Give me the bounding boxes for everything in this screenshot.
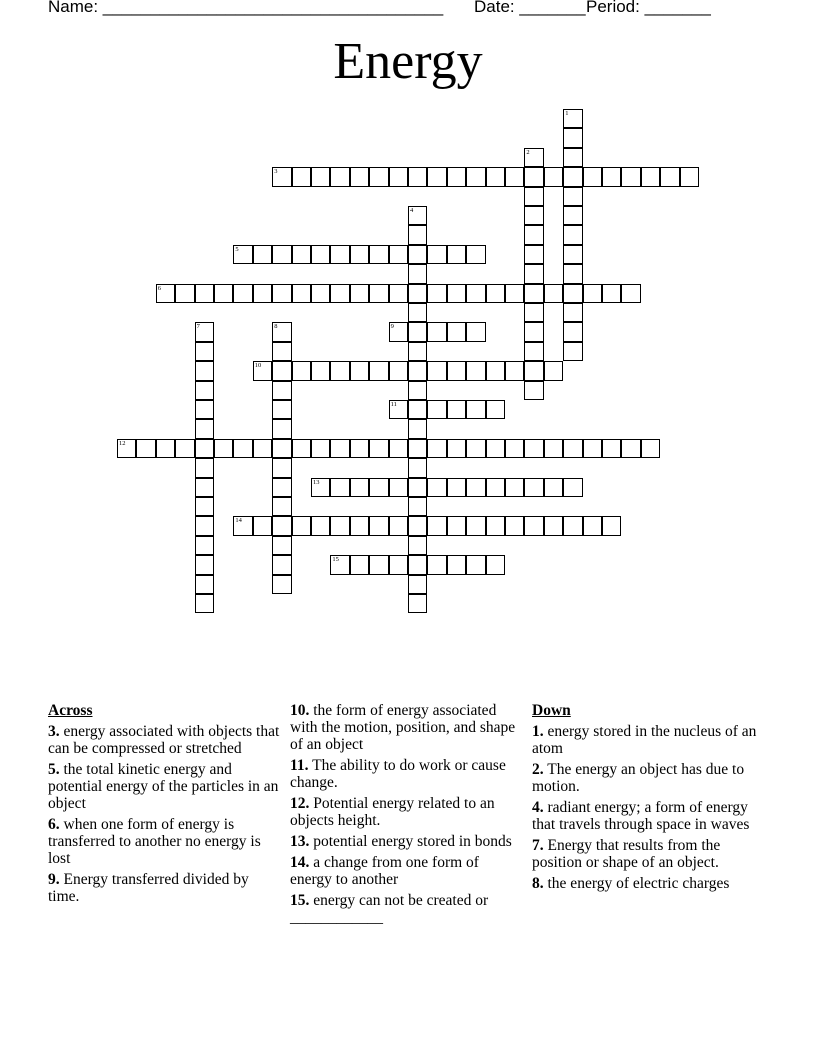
crossword-cell[interactable] <box>427 245 446 264</box>
crossword-cell[interactable] <box>253 439 272 458</box>
crossword-cell[interactable] <box>408 342 427 361</box>
period-field[interactable]: Period: _______ <box>586 0 711 16</box>
crossword-cell[interactable] <box>486 555 505 574</box>
crossword-cell[interactable] <box>486 361 505 380</box>
crossword-cell[interactable] <box>408 400 427 419</box>
down-clues-column <box>532 702 772 896</box>
crossword-cell[interactable] <box>389 555 408 574</box>
clue-down-4: 4. radiant energy; a form of energy that travels through space in waves <box>532 799 750 833</box>
crossword-cell[interactable] <box>524 284 543 303</box>
crossword-cell[interactable] <box>524 439 543 458</box>
across-clues-column <box>48 702 280 909</box>
crossword-cell[interactable] <box>641 439 660 458</box>
crossword-cell[interactable] <box>272 245 291 264</box>
crossword-cell[interactable] <box>505 284 524 303</box>
crossword-cell[interactable] <box>195 575 214 594</box>
clue-number-13: 13 <box>313 478 320 486</box>
crossword-cell[interactable] <box>583 167 602 186</box>
crossword-cell[interactable] <box>195 458 214 477</box>
crossword-cell[interactable] <box>524 478 543 497</box>
crossword-cell[interactable] <box>156 439 175 458</box>
crossword-cell[interactable] <box>330 245 349 264</box>
crossword-cell[interactable] <box>408 361 427 380</box>
crossword-cell[interactable] <box>486 400 505 419</box>
crossword-cell[interactable] <box>195 536 214 555</box>
clue-number-1: 1 <box>565 110 569 117</box>
crossword-cell[interactable] <box>369 245 388 264</box>
crossword-cell[interactable] <box>447 478 466 497</box>
crossword-cell[interactable] <box>621 284 640 303</box>
crossword-cell[interactable] <box>389 167 408 186</box>
crossword-cell[interactable] <box>583 284 602 303</box>
crossword-cell[interactable] <box>330 361 349 380</box>
crossword-cell[interactable] <box>311 439 330 458</box>
crossword-cell[interactable] <box>447 439 466 458</box>
clue-number-6: 6 <box>157 284 162 292</box>
crossword-cell[interactable] <box>272 575 291 594</box>
crossword-cell[interactable] <box>272 419 291 438</box>
crossword-cell[interactable] <box>272 555 291 574</box>
crossword-cell[interactable] <box>466 245 485 264</box>
crossword-cell[interactable] <box>563 264 582 283</box>
crossword-cell[interactable] <box>272 439 291 458</box>
crossword-cell[interactable] <box>524 322 543 341</box>
crossword-cell[interactable] <box>563 322 582 341</box>
crossword-cell[interactable] <box>389 361 408 380</box>
clue-across-3: 3. energy associated with objects that can be compressed or stretched <box>48 723 280 757</box>
down-heading: Down <box>532 702 571 719</box>
crossword-cell[interactable] <box>466 322 485 341</box>
crossword-cell[interactable] <box>447 400 466 419</box>
clue-across-14: 14. a change from one form of energy to another <box>290 854 479 888</box>
crossword-cell[interactable] <box>427 439 446 458</box>
crossword-cell[interactable] <box>195 400 214 419</box>
crossword-cell[interactable] <box>427 478 446 497</box>
clue-number-9: 9 <box>390 323 394 331</box>
crossword-cell[interactable] <box>505 478 524 497</box>
crossword-cell[interactable] <box>272 536 291 555</box>
crossword-cell[interactable] <box>466 555 485 574</box>
crossword-cell[interactable] <box>369 439 388 458</box>
crossword-cell[interactable] <box>447 167 466 186</box>
crossword-cell[interactable] <box>660 167 679 186</box>
crossword-cell[interactable] <box>292 167 311 186</box>
clue-across-5: 5. the total kinetic energy and potential energy of the particles in an object <box>48 761 279 812</box>
clue-number-10: 10 <box>254 362 262 370</box>
crossword-cell[interactable] <box>272 284 291 303</box>
clue-across-11: 11. The ability to do work or cause change. <box>290 757 506 791</box>
crossword-cell[interactable] <box>486 284 505 303</box>
crossword-cell[interactable] <box>447 245 466 264</box>
crossword-cell[interactable] <box>369 555 388 574</box>
crossword-cell[interactable] <box>253 516 272 535</box>
crossword-cell[interactable] <box>350 245 369 264</box>
crossword-cell[interactable] <box>272 361 291 380</box>
crossword-cell[interactable] <box>524 167 543 186</box>
clue-down-1: 1. energy stored in the nucleus of an atom <box>532 723 757 757</box>
crossword-cell[interactable] <box>505 361 524 380</box>
crossword-cell[interactable] <box>253 284 272 303</box>
crossword-cell[interactable] <box>583 439 602 458</box>
crossword-cell[interactable] <box>195 284 214 303</box>
crossword-cell[interactable] <box>350 284 369 303</box>
crossword-cell[interactable] <box>389 245 408 264</box>
crossword-cell[interactable] <box>195 555 214 574</box>
crossword-cell[interactable] <box>466 284 485 303</box>
crossword-cell[interactable] <box>389 439 408 458</box>
crossword-cell[interactable] <box>427 167 446 186</box>
name-field[interactable]: Name: ____________________________________ <box>48 0 444 16</box>
crossword-cell[interactable] <box>621 167 640 186</box>
crossword-cell[interactable] <box>621 439 640 458</box>
crossword-cell[interactable] <box>330 284 349 303</box>
crossword-cell[interactable] <box>369 167 388 186</box>
crossword-cell[interactable] <box>524 264 543 283</box>
clue-number-11: 11 <box>390 401 397 408</box>
crossword-cell[interactable] <box>369 284 388 303</box>
crossword-cell[interactable] <box>563 128 582 147</box>
across-clues-continued-column <box>290 702 518 930</box>
clue-number-8: 8 <box>274 323 278 331</box>
crossword-cell[interactable] <box>175 284 194 303</box>
crossword-cell[interactable] <box>563 478 582 497</box>
crossword-cell[interactable] <box>369 478 388 497</box>
crossword-cell[interactable] <box>524 381 543 400</box>
clue-number-15: 15 <box>332 556 339 564</box>
crossword-cell[interactable] <box>272 400 291 419</box>
page-title: Energy <box>333 33 483 90</box>
crossword-cell[interactable] <box>505 167 524 186</box>
crossword-cell[interactable] <box>427 400 446 419</box>
crossword-cell[interactable] <box>563 245 582 264</box>
crossword-cell[interactable] <box>389 516 408 535</box>
crossword-cell[interactable] <box>272 516 291 535</box>
crossword-cell[interactable] <box>524 303 543 322</box>
crossword-cell[interactable] <box>311 167 330 186</box>
crossword-cell[interactable] <box>524 245 543 264</box>
crossword-cell[interactable] <box>408 284 427 303</box>
crossword-cell[interactable] <box>175 439 194 458</box>
clue-down-7: 7. Energy that results from the position or shape of an object. <box>532 837 721 871</box>
crossword-cell[interactable] <box>466 167 485 186</box>
clue-down-8: 8. the energy of electric charges <box>532 875 730 892</box>
crossword-cell[interactable] <box>350 167 369 186</box>
crossword-cell[interactable] <box>486 439 505 458</box>
crossword-cell[interactable] <box>447 361 466 380</box>
crossword-cell[interactable] <box>214 439 233 458</box>
crossword-cell[interactable] <box>369 516 388 535</box>
crossword-cell[interactable] <box>195 497 214 516</box>
crossword-cell[interactable] <box>563 342 582 361</box>
crossword-cell[interactable] <box>524 342 543 361</box>
crossword-cell[interactable] <box>524 206 543 225</box>
crossword-cell[interactable] <box>311 284 330 303</box>
crossword-cell[interactable] <box>427 516 446 535</box>
crossword-cell[interactable] <box>524 187 543 206</box>
crossword-cell[interactable] <box>389 478 408 497</box>
crossword-cell[interactable] <box>466 400 485 419</box>
crossword-cell[interactable] <box>330 516 349 535</box>
clue-down-2: 2. The energy an object has due to motion. <box>532 761 745 795</box>
crossword-cell[interactable] <box>408 322 427 341</box>
crossword-cell[interactable] <box>195 478 214 497</box>
across-heading: Across <box>48 702 93 719</box>
crossword-cell[interactable] <box>466 439 485 458</box>
crossword-cell[interactable] <box>408 419 427 438</box>
crossword-cell[interactable] <box>408 575 427 594</box>
crossword-cell[interactable] <box>563 225 582 244</box>
crossword-cell[interactable] <box>505 516 524 535</box>
crossword-cell[interactable] <box>350 516 369 535</box>
crossword-cell[interactable] <box>447 284 466 303</box>
crossword-cell[interactable] <box>466 478 485 497</box>
crossword-cell[interactable] <box>583 516 602 535</box>
clue-across-12: 12. Potential energy related to an objects height. <box>290 795 495 829</box>
crossword-cell[interactable] <box>195 419 214 438</box>
crossword-cell[interactable] <box>524 516 543 535</box>
crossword-cell[interactable] <box>292 284 311 303</box>
clue-across-13: 13. potential energy stored in bonds <box>290 833 512 850</box>
clue-across-15: 15. energy can not be created or ____________ <box>290 892 489 926</box>
clue-number-4: 4 <box>410 207 414 214</box>
crossword-cell[interactable] <box>680 167 699 186</box>
crossword-cell[interactable] <box>272 458 291 477</box>
crossword-cell[interactable] <box>408 594 427 613</box>
crossword-cell[interactable] <box>408 439 427 458</box>
crossword-cell[interactable] <box>602 516 621 535</box>
date-field[interactable]: Date: _______ <box>474 0 586 16</box>
clue-number-3: 3 <box>274 168 278 176</box>
crossword-cell[interactable] <box>292 516 311 535</box>
crossword-cell[interactable] <box>389 284 408 303</box>
crossword-cell[interactable] <box>408 555 427 574</box>
crossword-cell[interactable] <box>408 516 427 535</box>
crossword-cell[interactable] <box>563 284 582 303</box>
crossword-cell[interactable] <box>272 342 291 361</box>
crossword-cell[interactable] <box>563 187 582 206</box>
crossword-cell[interactable] <box>350 478 369 497</box>
crossword-cell[interactable] <box>486 478 505 497</box>
clue-number-5: 5 <box>235 245 239 253</box>
crossword-cell[interactable] <box>408 497 427 516</box>
crossword-cell[interactable] <box>524 225 543 244</box>
crossword-cell[interactable] <box>408 245 427 264</box>
crossword-cell[interactable] <box>195 361 214 380</box>
crossword-cell[interactable] <box>311 245 330 264</box>
crossword-cell[interactable] <box>195 342 214 361</box>
crossword-cell[interactable] <box>427 361 446 380</box>
crossword-cell[interactable] <box>330 167 349 186</box>
crossword-cell[interactable] <box>466 516 485 535</box>
crossword-cell[interactable] <box>272 497 291 516</box>
crossword-cell[interactable] <box>447 555 466 574</box>
crossword-cell[interactable] <box>408 381 427 400</box>
crossword-cell[interactable] <box>466 361 485 380</box>
clue-across-6: 6. when one form of energy is transferred to another no energy is lost <box>48 816 261 867</box>
clue-across-9: 9. Energy transferred divided by time. <box>48 871 249 905</box>
crossword-cell[interactable] <box>641 167 660 186</box>
crossword-cell[interactable] <box>524 361 543 380</box>
crossword-cell[interactable] <box>563 439 582 458</box>
crossword-cell[interactable] <box>408 225 427 244</box>
crossword-cell[interactable] <box>544 361 563 380</box>
crossword-cell[interactable] <box>350 361 369 380</box>
crossword-cell[interactable] <box>330 439 349 458</box>
crossword-cell[interactable] <box>292 439 311 458</box>
crossword-cell[interactable] <box>447 322 466 341</box>
crossword-cell[interactable] <box>408 478 427 497</box>
crossword-cell[interactable] <box>544 516 563 535</box>
crossword-cell[interactable] <box>408 458 427 477</box>
crossword-cell[interactable] <box>427 555 446 574</box>
crossword-cell[interactable] <box>505 439 524 458</box>
crossword-cell[interactable] <box>563 148 582 167</box>
crossword-cell[interactable] <box>563 303 582 322</box>
crossword-cell[interactable] <box>602 439 621 458</box>
crossword-cell[interactable] <box>427 322 446 341</box>
crossword-cell[interactable] <box>350 555 369 574</box>
crossword-cell[interactable] <box>427 284 446 303</box>
crossword-cell[interactable] <box>195 381 214 400</box>
crossword-cell[interactable] <box>272 478 291 497</box>
crossword-cell[interactable] <box>330 478 349 497</box>
crossword-cell[interactable] <box>602 167 621 186</box>
crossword-cell[interactable] <box>408 303 427 322</box>
crossword-cell[interactable] <box>369 361 388 380</box>
crossword-cell[interactable] <box>408 536 427 555</box>
clue-across-10: 10. the form of energy associated with the motion, position, and shape of an object <box>290 702 516 753</box>
clue-number-14: 14 <box>235 517 242 525</box>
crossword-cell[interactable] <box>136 439 155 458</box>
crossword-cell[interactable] <box>253 245 272 264</box>
crossword-cell[interactable] <box>563 167 582 186</box>
crossword-cell[interactable] <box>602 284 621 303</box>
crossword-cell[interactable] <box>292 245 311 264</box>
crossword-cell[interactable] <box>233 439 252 458</box>
crossword-cell[interactable] <box>544 167 563 186</box>
crossword-cell[interactable] <box>544 478 563 497</box>
crossword-cell[interactable] <box>563 516 582 535</box>
crossword-cell[interactable] <box>195 516 214 535</box>
clue-number-2: 2 <box>526 148 530 156</box>
crossword-cell[interactable] <box>195 439 214 458</box>
crossword-cell[interactable] <box>214 284 233 303</box>
crossword-cell[interactable] <box>408 167 427 186</box>
crossword-cell[interactable] <box>233 284 252 303</box>
crossword-cell[interactable] <box>563 206 582 225</box>
crossword-cell[interactable] <box>544 284 563 303</box>
crossword-cell[interactable] <box>350 439 369 458</box>
clue-number-7: 7 <box>196 323 200 331</box>
crossword-cell[interactable] <box>195 594 214 613</box>
crossword-cell[interactable] <box>311 516 330 535</box>
crossword-cell[interactable] <box>447 516 466 535</box>
crossword-cell[interactable] <box>272 381 291 400</box>
crossword-cell[interactable] <box>544 439 563 458</box>
crossword-cell[interactable] <box>292 361 311 380</box>
crossword-cell[interactable] <box>408 264 427 283</box>
clue-number-12: 12 <box>119 439 126 447</box>
crossword-cell[interactable] <box>486 516 505 535</box>
crossword-cell[interactable] <box>311 361 330 380</box>
crossword-cell[interactable] <box>486 167 505 186</box>
